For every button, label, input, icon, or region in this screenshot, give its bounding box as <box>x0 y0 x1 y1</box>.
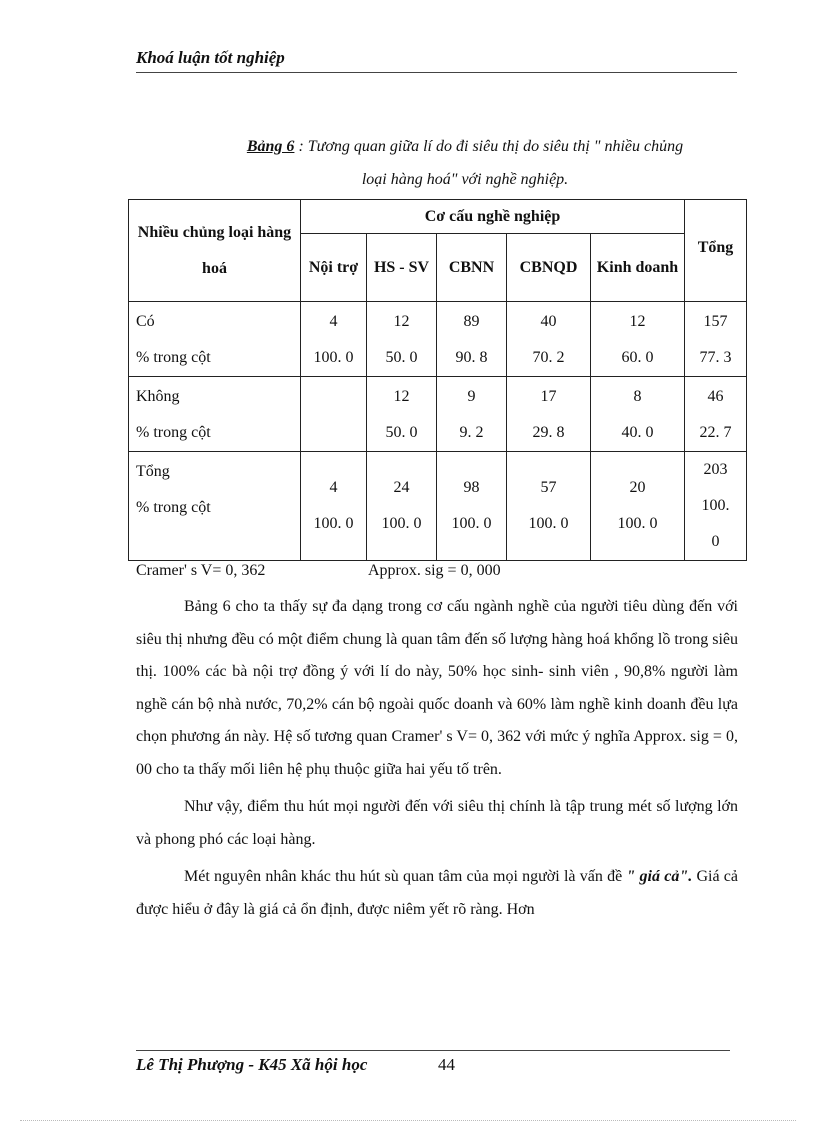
caption-line1: : Tương quan giữa lí do đi siêu thị do siêu thị " nhiều chủng <box>294 138 684 155</box>
table-cell: 12 50. 0 <box>367 302 437 377</box>
table-cell: 4 100. 0 <box>301 302 367 377</box>
cramer-v: Cramer' s V= 0, 362 <box>136 562 266 579</box>
total-cell: 203 100. 0 <box>685 452 747 561</box>
caption-line2: loại hàng hoá" với nghề nghiệp. <box>361 171 569 188</box>
col-header-cbnn: CBNN <box>437 234 507 302</box>
table-cell: 40 70. 2 <box>507 302 591 377</box>
row-label-main: Không <box>136 388 180 405</box>
table-cell: 4 100. 0 <box>301 452 367 561</box>
table-cell: 20 100. 0 <box>591 452 685 561</box>
table-cell: 8 40. 0 <box>591 377 685 452</box>
caption-label: Bảng 6 <box>246 138 295 155</box>
row-label-sub: % trong cột <box>136 499 211 516</box>
footer-divider <box>136 1050 730 1051</box>
table-row <box>129 452 747 561</box>
occupation-table <box>128 199 747 561</box>
table-cell: 57 100. 0 <box>507 452 591 561</box>
page-edge <box>20 1120 796 1121</box>
paragraph-2: Như vậy, điểm thu hút mọi người đến với siêu thị chính là tập trung mét số lượng lớn và phong phó các loại hàng. <box>136 798 738 848</box>
row-label-main: Tổng <box>136 463 170 480</box>
page-number: 44 <box>438 1055 455 1074</box>
col-header-hs-sv: HS - SV <box>367 234 437 302</box>
row-label <box>129 377 301 452</box>
table-cell: 24 100. 0 <box>367 452 437 561</box>
table-cell: 17 29. 8 <box>507 377 591 452</box>
table-caption <box>150 130 780 196</box>
body-text <box>136 591 738 931</box>
paragraph-1: Bảng 6 cho ta thấy sự đa dạng trong cơ cấu ngành nghề của người tiêu dùng đến với siêu thị nhưng đều có một điểm chung là quan tâm đến số lượng hàng hoá khổng lồ trong siêu thị. 100% các bà nội trợ đồng ý với lí do này, 50% học sinh- sinh viên , 90,8% người làm nghề cán bộ nhà nước, 70,2% cán bộ ngoài quốc doanh và 60% làm nghề kinh doanh đều lựa chọn phương án này. Hệ số tương quan Cramer' s V= 0, 362 với mức ý nghĩa Approx. sig = 0, 00 cho ta thấy mối liên hệ phụ thuộc giữa hai yếu tố trên. <box>136 598 738 778</box>
emphasis-gia-ca: " giá cả". <box>626 868 693 885</box>
col-header-kinh-doanh: Kinh doanh <box>591 234 685 302</box>
row-label-sub: % trong cột <box>136 349 211 366</box>
table-cell <box>301 377 367 452</box>
paragraph-3: Mét nguyên nhân khác thu hút sù quan tâm của mọi người là vấn đề " giá cả". Giá cả được hiểu ở đây là giá cả ổn định, được niêm yết rõ ràng. Hơn <box>136 868 739 918</box>
row-label-main: Có <box>136 313 155 330</box>
statistics-line <box>136 562 501 580</box>
table-cell: 12 60. 0 <box>591 302 685 377</box>
total-header-cell: Tổng <box>685 200 747 302</box>
running-header: Khoá luận tốt nghiệp <box>136 48 285 67</box>
table-cell: 12 50. 0 <box>367 377 437 452</box>
col-header-noi-tro: Nội trợ <box>301 234 367 302</box>
row-label <box>129 452 301 561</box>
table-cell: 89 90. 8 <box>437 302 507 377</box>
row-header-cell: Nhiều chủng loại hàng hoá <box>129 200 301 302</box>
table-row <box>129 377 747 452</box>
header-divider <box>136 72 737 73</box>
total-cell: 157 77. 3 <box>685 302 747 377</box>
row-label-sub: % trong cột <box>136 424 211 441</box>
table-row <box>129 302 747 377</box>
total-cell: 46 22. 7 <box>685 377 747 452</box>
col-header-cbnqd: CBNQD <box>507 234 591 302</box>
table-cell: 98 100. 0 <box>437 452 507 561</box>
table-cell: 9 9. 2 <box>437 377 507 452</box>
row-label <box>129 302 301 377</box>
footer-author: Lê Thị Phượng - K45 Xã hội học <box>136 1055 368 1074</box>
group-header-cell: Cơ cấu nghề nghiệp <box>301 200 685 234</box>
approx-sig: Approx. sig = 0, 000 <box>368 562 501 579</box>
